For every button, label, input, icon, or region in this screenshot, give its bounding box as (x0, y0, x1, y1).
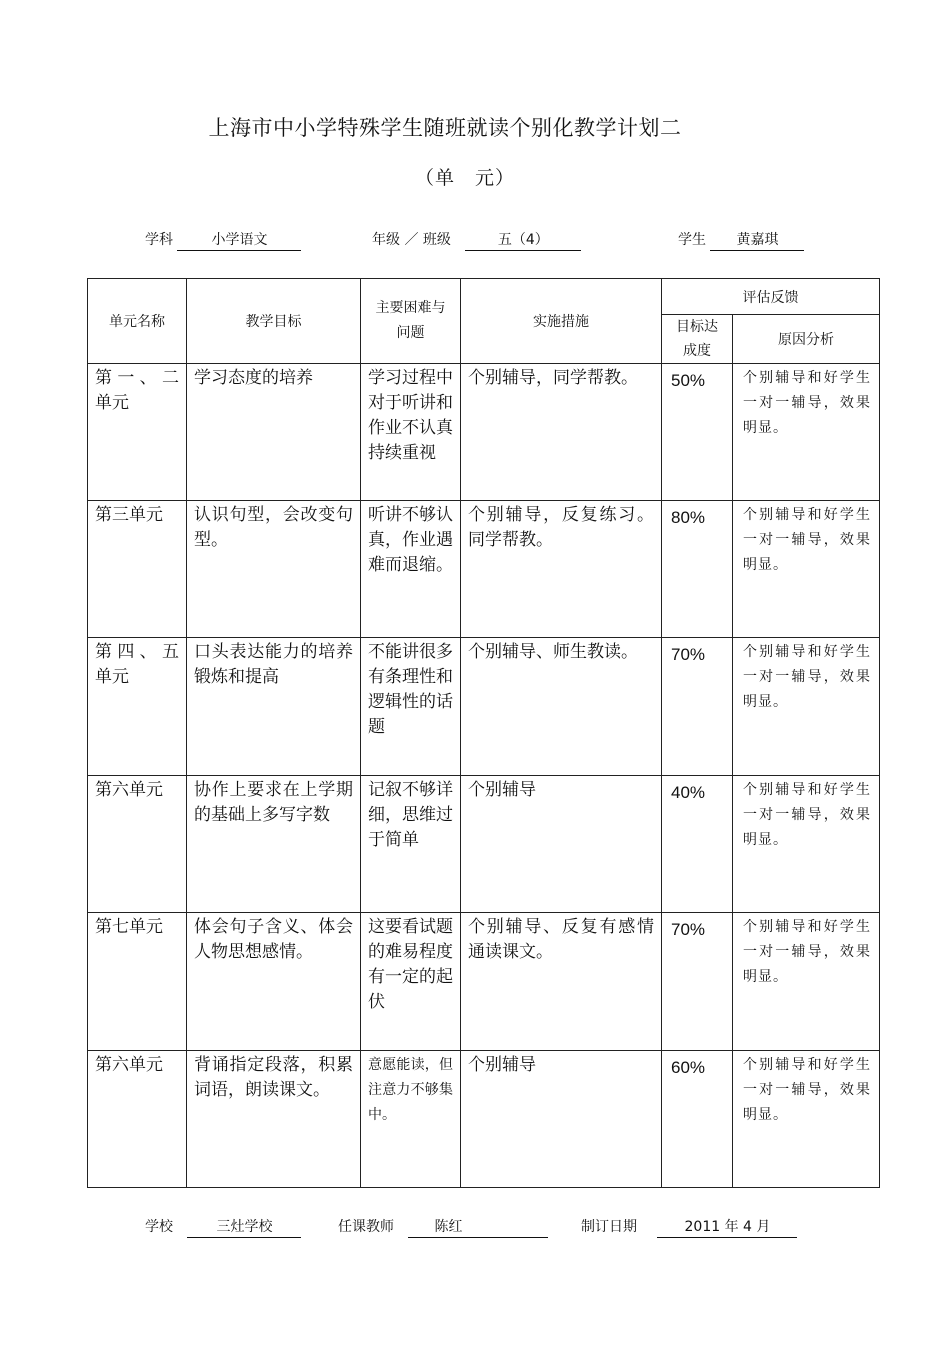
achievement-cell: 70% (671, 645, 706, 664)
student-value: 黄嘉琪 (710, 229, 804, 251)
goal-cell: 口头表达能力的培养锻炼和提高 (194, 642, 353, 687)
measures-cell: 个别辅导 (468, 1055, 536, 1075)
page-subtitle: （单 元） (414, 167, 515, 189)
achievement-cell: 60% (671, 1058, 706, 1077)
table-row (88, 501, 880, 638)
student-field (678, 229, 804, 251)
header-reason: 原因分析 (733, 315, 880, 364)
student-label: 学生 (678, 232, 706, 248)
subject-field (145, 229, 301, 251)
achievement-cell: 50% (671, 371, 706, 390)
subject-label: 学科 (145, 232, 173, 248)
subject-value: 小学语文 (177, 229, 301, 251)
school-label: 学校 (145, 1219, 173, 1235)
header-difficulty: 主要困难与问题 (361, 279, 461, 364)
teacher-value (408, 1216, 548, 1238)
difficulty-cell: 记叙不够详细，思维过于简单 (368, 780, 453, 850)
unit-cell: 第一、二单元 (95, 368, 179, 413)
goal-cell: 协作上要求在上学期的基础上多写字数 (194, 780, 353, 825)
reason-cell: 个别辅导和好学生一对一辅导，效果明显。 (743, 644, 871, 710)
unit-cell: 第四、五单元 (95, 642, 179, 687)
header-unit: 单元名称 (88, 279, 187, 364)
difficulty-cell: 不能讲很多有条理性和逻辑性的话题 (368, 642, 453, 737)
goal-cell: 认识句型，会改变句型。 (194, 505, 353, 550)
goal-cell: 背诵指定段落，积累词语，朗读课文。 (194, 1055, 353, 1100)
measures-cell: 个别辅导，反复练习。同学帮教。 (468, 505, 654, 550)
teacher-field (338, 1216, 548, 1238)
achievement-cell: 80% (671, 508, 706, 527)
school-field (145, 1216, 301, 1238)
difficulty-cell: 听讲不够认真，作业遇难而退缩。 (368, 505, 453, 575)
teacher-label: 任课教师 (338, 1219, 394, 1235)
table-row (88, 638, 880, 776)
unit-cell: 第三单元 (95, 505, 163, 525)
header-measures: 实施措施 (461, 279, 662, 364)
teacher-name: 陈红 (434, 1219, 463, 1235)
plan-table (87, 278, 880, 1188)
goal-cell: 学习态度的培养 (194, 368, 313, 388)
reason-cell: 个别辅导和好学生一对一辅导，效果明显。 (743, 507, 871, 573)
reason-cell: 个别辅导和好学生一对一辅导，效果明显。 (743, 1057, 871, 1123)
table-header-row (88, 279, 880, 315)
table-row (88, 913, 880, 1051)
achievement-cell: 70% (671, 920, 706, 939)
date-value: 2011 年 4 月 (657, 1216, 797, 1238)
measures-cell: 个别辅导 (468, 780, 536, 800)
achievement-cell: 40% (671, 783, 706, 802)
difficulty-cell: 意愿能读，但注意力不够集中。 (368, 1057, 453, 1123)
date-label: 制订日期 (581, 1219, 637, 1235)
table-row (88, 1051, 880, 1188)
difficulty-cell: 这要看试题的难易程度有一定的起伏 (368, 917, 453, 1012)
grade-label: 年级 ／ 班级 (372, 232, 451, 248)
reason-cell: 个别辅导和好学生一对一辅导，效果明显。 (743, 919, 871, 985)
header-goal: 教学目标 (187, 279, 361, 364)
header-achievement: 目标达成度 (662, 315, 733, 364)
date-field (581, 1216, 797, 1238)
page-title: 上海市中小学特殊学生随班就读个别化教学计划二 (208, 116, 682, 140)
school-value: 三灶学校 (187, 1216, 301, 1238)
table-row (88, 364, 880, 501)
unit-cell: 第六单元 (95, 1055, 163, 1075)
unit-cell: 第六单元 (95, 780, 163, 800)
grade-field (372, 229, 581, 251)
reason-cell: 个别辅导和好学生一对一辅导，效果明显。 (743, 782, 871, 848)
header-evaluation: 评估反馈 (662, 279, 880, 315)
reason-cell: 个别辅导和好学生一对一辅导，效果明显。 (743, 370, 871, 436)
difficulty-cell: 学习过程中对于听讲和作业不认真持续重视 (368, 368, 453, 463)
measures-cell: 个别辅导、反复有感情通读课文。 (468, 917, 654, 962)
measures-cell: 个别辅导、师生教读。 (468, 642, 638, 662)
unit-cell: 第七单元 (95, 917, 163, 937)
grade-value: 五（4） (465, 229, 581, 251)
measures-cell: 个别辅导，同学帮教。 (468, 368, 638, 388)
table-row (88, 776, 880, 913)
goal-cell: 体会句子含义、体会人物思想感情。 (194, 917, 353, 962)
